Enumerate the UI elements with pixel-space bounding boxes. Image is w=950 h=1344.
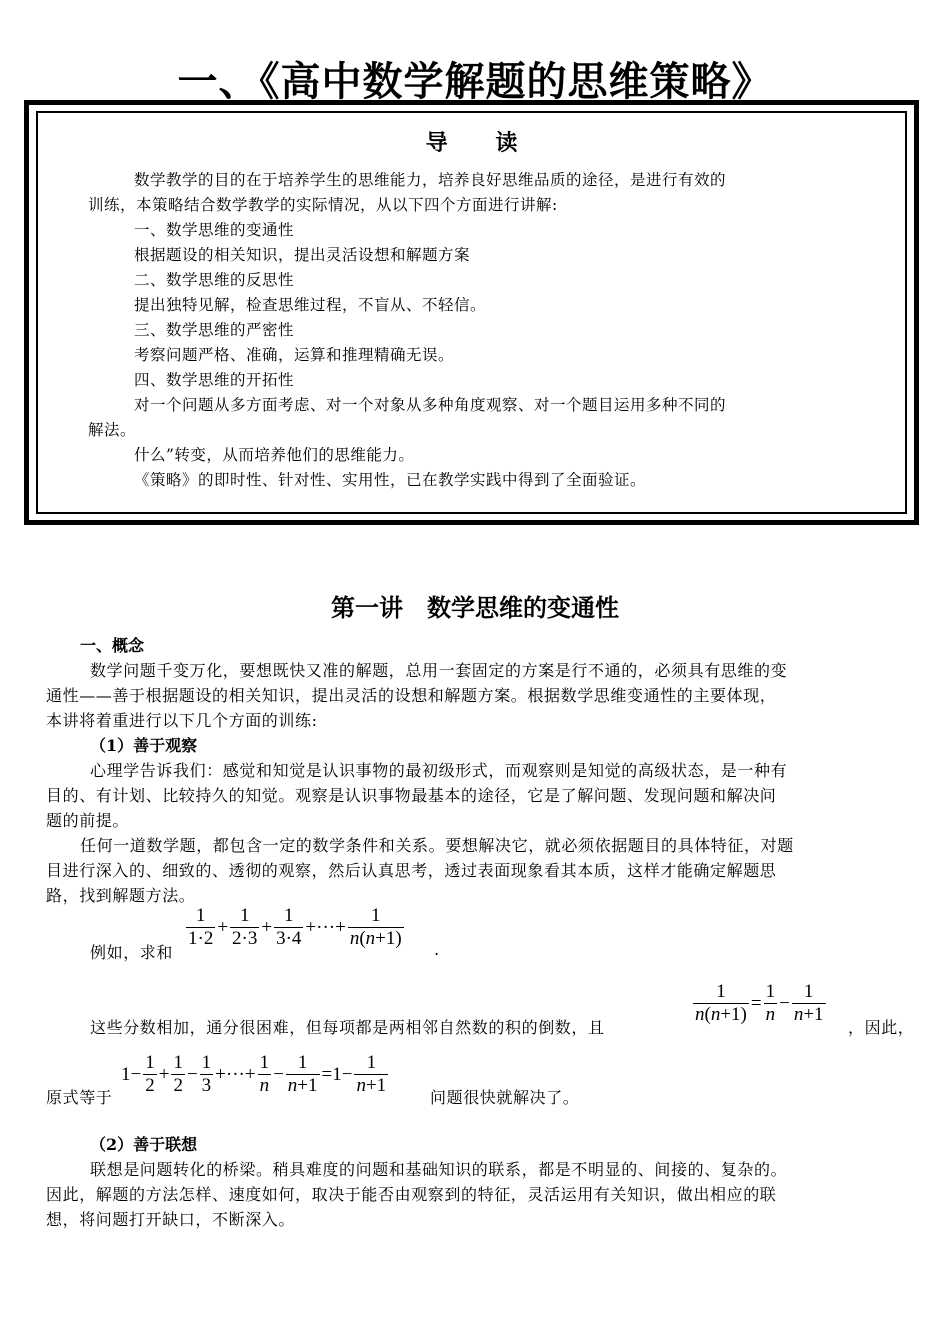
subheading-associate: （2）善于联想 [90, 1135, 198, 1154]
guide-line: 《策略》的即时性、针对性、实用性，已在教学实践中得到了全面验证。 [134, 471, 647, 489]
guide-line: 三、数学思维的严密性 [134, 321, 295, 339]
paragraph-line: 心理学告诉我们：感觉和知觉是认识事物的最初级形式，而观察则是知觉的高级状态，是一种有 [90, 761, 788, 780]
paragraph-line: 题的前提。 [46, 811, 130, 830]
example-prefix: 例如，求和 [90, 943, 174, 962]
guide-title: 导 读 [425, 131, 518, 156]
subheading-observe: （1）善于观察 [90, 736, 198, 755]
paragraph-line: 通性——善于根据题设的相关知识，提出灵活的设想和解题方案。根据数学思维变通性的主要体现， [46, 686, 777, 705]
guide-line: 什么”转变，从而培养他们的思维能力。 [134, 446, 415, 464]
paragraph-line: 目进行深入的、细致的、透彻的观察，然后认真思考，透过表面现象看其本质，这样才能确定解题思 [46, 861, 777, 880]
paragraph-line: 本讲将着重进行以下几个方面的训练: [46, 711, 318, 730]
paragraph-line: 联想是问题转化的桥梁。稍具难度的问题和基础知识的联系，都是不明显的、间接的、复杂的。 [90, 1160, 788, 1179]
guide-line: 对一个问题从多方面考虑、对一个对象从多种角度观察、对一个题目运用多种不同的 [134, 396, 727, 414]
lecture-title: 第一讲 数学思维的变通性 [331, 594, 619, 622]
main-title: 一、《高中数学解题的思维策略》 [177, 59, 773, 105]
hint-suffix: ，因此， [848, 1018, 915, 1037]
guide-line: 根据题设的相关知识，提出灵活设想和解题方案 [134, 246, 471, 264]
result-prefix: 原式等于 [46, 1088, 113, 1107]
paragraph-line: 想，将问题打开缺口，不断深入。 [46, 1210, 296, 1229]
paragraph-line: 因此，解题的方法怎样、速度如何，取决于能否由观察到的特征，灵活运用有关知识，做出相应的联 [46, 1185, 777, 1204]
guide-line: 训练，本策略结合数学教学的实际情况，从以下四个方面进行讲解: [88, 196, 558, 214]
formula-partial-fraction: $\frac{1}{n(n+1)}$ = $\frac{1}{n}$ − $\frac{1}{n+1}$ [695, 981, 824, 1025]
guide-line: 四、数学思维的开拓性 [134, 371, 295, 389]
guide-line: 考察问题严格、准确，运算和推理精确无误。 [134, 346, 455, 364]
result-suffix: 问题很快就解决了。 [430, 1088, 580, 1107]
paragraph-line: 任何一道数学题，都包含一定的数学条件和关系。要想解决它，就必须依据题目的具体特征，对题 [80, 836, 794, 855]
paragraph-line: 路，找到解题方法。 [46, 886, 196, 905]
guide-line: 数学教学的目的在于培养学生的思维能力，培养良好思维品质的途径，是进行有效的 [134, 171, 727, 189]
guide-line: 提出独特见解，检查思维过程，不盲从、不轻信。 [134, 296, 487, 314]
guide-line: 二、数学思维的反思性 [134, 271, 295, 289]
formula-sum: $\frac{1}{1\cdot 2}$ + $\frac{1}{2\cdot 3}$ + $\frac{1}{3\cdot 4}$ +···+ $\frac{1}{n(n+1)}$ [188, 905, 402, 949]
guide-line: 解法。 [88, 421, 137, 439]
guide-line: 一、数学思维的变通性 [134, 221, 295, 239]
section-heading-concept: 一、概念 [80, 636, 145, 655]
paragraph-line: 目的、有计划、比较持久的知觉。观察是认识事物最基本的途径，它是了解问题、发现问题和解决问 [46, 786, 777, 805]
example-suffix: . [434, 940, 440, 959]
hint-text: 这些分数相加，通分很困难，但每项都是两相邻自然数的积的倒数，且 [90, 1018, 605, 1037]
formula-telescoping-result: 1− $\frac{1}{2}$ + $\frac{1}{2}$ − $\frac{1}{3}$ +···+ $\frac{1}{n}$ − $\frac{1}{n+1}$ =1− $\frac{1}{n+1}$ [121, 1052, 387, 1096]
paragraph-line: 数学问题千变万化，要想既快又准的解题，总用一套固定的方案是行不通的，必须具有思维的变 [90, 661, 788, 680]
